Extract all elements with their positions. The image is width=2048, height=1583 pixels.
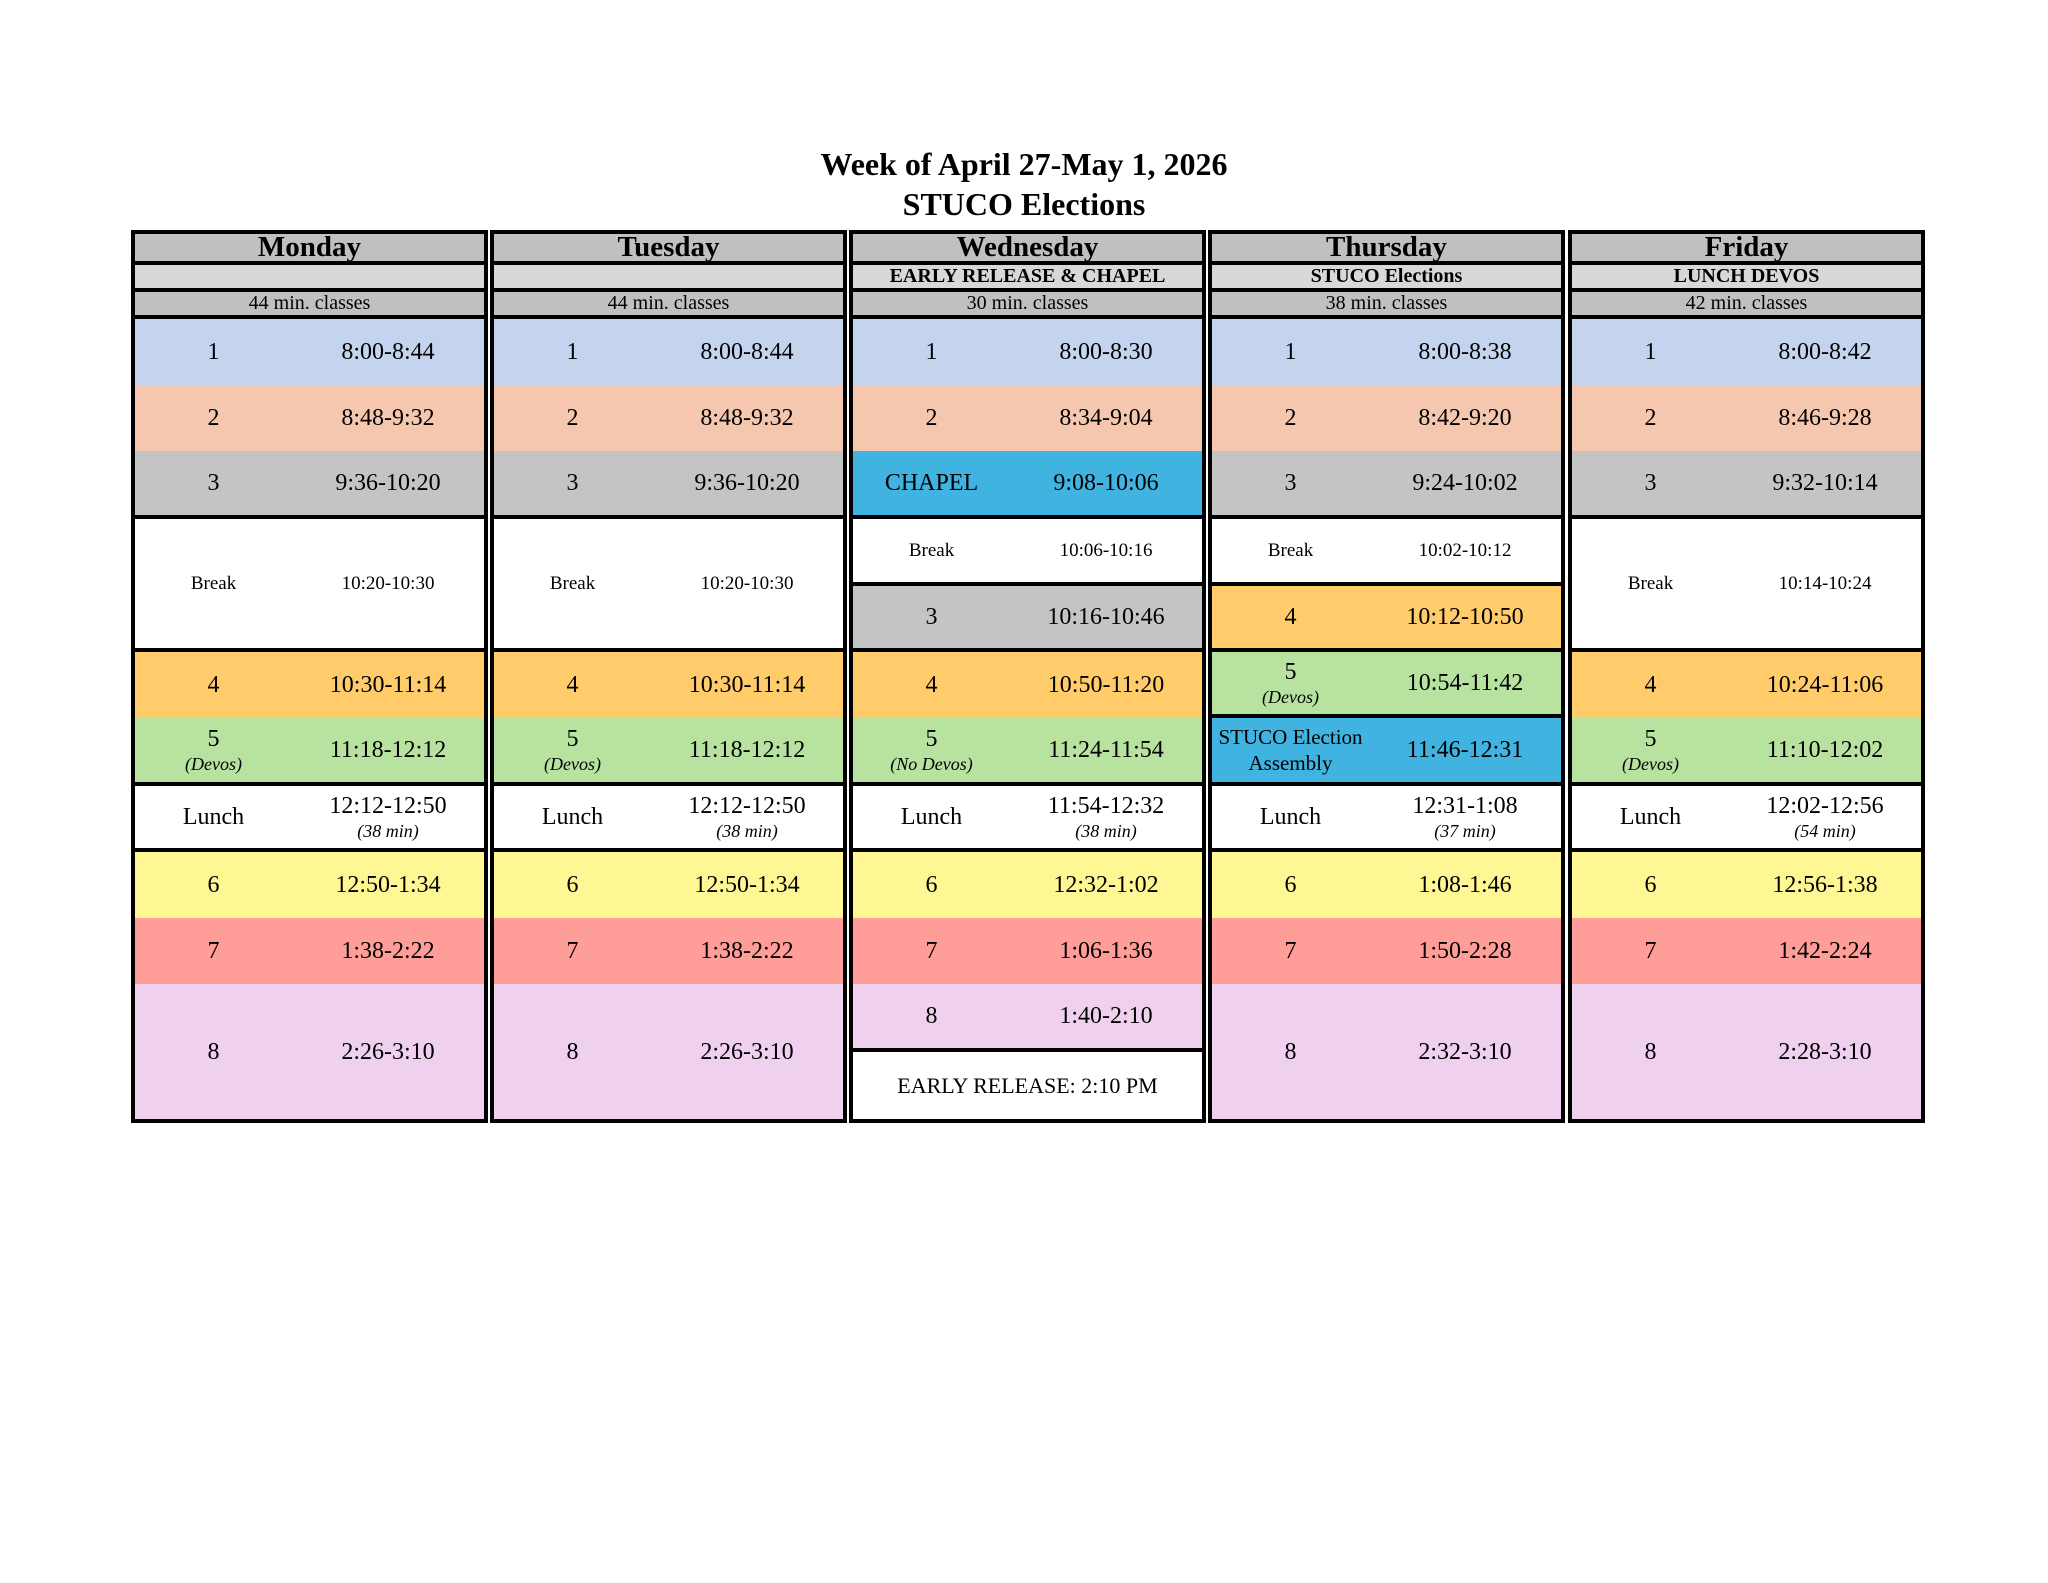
lunch-duration: (37 min): [1434, 821, 1496, 841]
period-row: [135, 652, 484, 718]
period-row: [135, 319, 484, 385]
chapel-row: [853, 451, 1202, 519]
period-row: [135, 451, 484, 519]
schedule-subtitle: STUCO Elections: [902, 186, 1146, 222]
periods-monday: [131, 315, 488, 1123]
period-time: 2:28-3:10: [1778, 1038, 1872, 1065]
period-row: [1212, 319, 1561, 385]
period-label: 5: [566, 726, 579, 752]
period-note: (Devos): [1262, 687, 1320, 707]
period-time: 10:02-10:12: [1418, 540, 1512, 561]
schedule-title: Week of April 27-May 1, 2026: [820, 146, 1228, 182]
period-row: [1212, 586, 1561, 652]
period-label: Break: [908, 540, 955, 561]
period-label: 5: [925, 726, 938, 752]
periods-friday: [1568, 315, 1925, 1123]
weekly-schedule-table: [131, 230, 1925, 1123]
class-length: 42 min. classes: [1572, 292, 1921, 315]
period-row: [1572, 918, 1921, 984]
period-row: [1572, 385, 1921, 451]
day-subtitle: [135, 265, 484, 288]
period-time: 8:48-9:32: [341, 405, 435, 431]
day-name: Tuesday: [494, 234, 843, 261]
period-row: [494, 319, 843, 385]
period-label: 1: [1284, 339, 1297, 365]
period-label: 2: [566, 405, 579, 431]
early-release-note: EARLY RELEASE: 2:10 PM: [897, 1072, 1158, 1098]
period-time: 11:18-12:12: [329, 737, 447, 763]
period-row: [1572, 451, 1921, 519]
period-time: 12:12-12:50: [688, 793, 806, 819]
period-note: (Devos): [185, 754, 243, 774]
period-label: 7: [1644, 938, 1657, 964]
period-time: 9:36-10:20: [694, 470, 800, 496]
period-note: (No Devos): [890, 754, 973, 774]
period-label: Break: [190, 573, 237, 594]
day-column-wednesday: [849, 230, 1206, 1123]
period-time: 9:08-10:06: [1053, 470, 1159, 496]
period-time: 10:20-10:30: [700, 573, 794, 594]
lunch-duration: (54 min): [1794, 821, 1856, 841]
period-label: 2: [1284, 405, 1297, 431]
period-label: 3: [925, 604, 938, 630]
period-row: [135, 852, 484, 918]
day-header-thursday: [1208, 230, 1565, 265]
period-time: 8:42-9:20: [1418, 405, 1512, 431]
period-row: [1572, 984, 1921, 1119]
period-label: 4: [207, 672, 220, 698]
period-label: 5: [1284, 659, 1297, 685]
period-time: 10:06-10:16: [1059, 540, 1153, 561]
period-time: 12:50-1:34: [694, 872, 800, 898]
period-time: 8:00-8:30: [1059, 339, 1153, 365]
period-time: 11:54-12:32: [1047, 793, 1165, 819]
day-subtitle: STUCO Elections: [1212, 265, 1561, 288]
period-row: [853, 718, 1202, 786]
period-time: 12:31-1:08: [1412, 793, 1518, 819]
period-row: [1212, 918, 1561, 984]
period-time: 12:56-1:38: [1772, 872, 1878, 898]
period-label: 1: [925, 339, 938, 365]
period-label: 4: [1284, 604, 1297, 630]
period-label: 6: [207, 872, 220, 898]
period-row: [853, 984, 1202, 1052]
day-column-thursday: [1208, 230, 1565, 1123]
period-time: 11:24-11:54: [1048, 737, 1164, 763]
period-time: 12:02-12:56: [1766, 793, 1884, 819]
period-time: 8:34-9:04: [1059, 405, 1153, 431]
period-row: [1212, 385, 1561, 451]
period-time: 12:32-1:02: [1053, 872, 1159, 898]
lunch-duration: (38 min): [716, 821, 778, 841]
period-time: 1:40-2:10: [1059, 1003, 1153, 1029]
period-time: 1:38-2:22: [700, 938, 794, 964]
lunch-row: [1572, 786, 1921, 852]
class-length: 38 min. classes: [1212, 292, 1561, 315]
period-time: 11:10-12:02: [1766, 737, 1884, 763]
period-label: Break: [1267, 540, 1314, 561]
day-subtitle: [494, 265, 843, 288]
period-row: [1572, 652, 1921, 718]
periods-thursday: [1208, 315, 1565, 1123]
day-name: Monday: [135, 234, 484, 261]
period-row: [1212, 852, 1561, 918]
period-row: [853, 918, 1202, 984]
period-row: [853, 586, 1202, 652]
period-label: Lunch: [1619, 804, 1682, 830]
period-row: [1212, 984, 1561, 1119]
break-row: [135, 519, 484, 652]
period-time: 11:18-12:12: [688, 737, 806, 763]
break-row: [853, 519, 1202, 586]
day-header-wednesday: [849, 230, 1206, 265]
period-label: 7: [1284, 938, 1297, 964]
period-label: 8: [207, 1038, 220, 1065]
period-time: 10:24-11:06: [1766, 672, 1884, 698]
early-release-row: [853, 1052, 1202, 1119]
period-row: [853, 319, 1202, 385]
break-row: [1212, 519, 1561, 586]
period-label: 1: [207, 339, 220, 365]
period-note: (Devos): [544, 754, 602, 774]
period-time: 8:00-8:38: [1418, 339, 1512, 365]
period-label: 2: [207, 405, 220, 431]
period-row: [494, 918, 843, 984]
break-row: [494, 519, 843, 652]
period-label: Lunch: [1259, 804, 1322, 830]
period-label: 1: [1644, 339, 1657, 365]
period-row: [1212, 652, 1561, 718]
day-name: Friday: [1572, 234, 1921, 261]
period-row: [494, 852, 843, 918]
period-label: 2: [1644, 405, 1657, 431]
class-length: 30 min. classes: [853, 292, 1202, 315]
period-time: 9:36-10:20: [335, 470, 441, 496]
day-column-tuesday: [490, 230, 847, 1123]
period-row: [1572, 718, 1921, 786]
period-time: 8:46-9:28: [1778, 405, 1872, 431]
period-label: 3: [1644, 470, 1657, 496]
period-label: 4: [566, 672, 579, 698]
period-label: 7: [925, 938, 938, 964]
period-time: 10:14-10:24: [1778, 573, 1872, 594]
day-column-friday: [1568, 230, 1925, 1123]
day-column-monday: [131, 230, 488, 1123]
day-name: Wednesday: [853, 234, 1202, 261]
periods-wednesday: [849, 315, 1206, 1123]
period-time: 10:30-11:14: [688, 672, 806, 698]
period-row: [135, 718, 484, 786]
period-row: [494, 984, 843, 1119]
period-row: [494, 718, 843, 786]
period-label: 4: [1644, 672, 1657, 698]
period-time: 1:06-1:36: [1059, 938, 1153, 964]
period-label: 1: [566, 339, 579, 365]
period-row: [494, 451, 843, 519]
period-time: 1:42-2:24: [1778, 938, 1872, 964]
period-label: CHAPEL: [884, 470, 979, 496]
period-label: 7: [566, 938, 579, 964]
period-time: 12:50-1:34: [335, 872, 441, 898]
period-label: 6: [925, 872, 938, 898]
period-row: [135, 385, 484, 451]
day-name: Thursday: [1212, 234, 1561, 261]
period-label: Lunch: [900, 804, 963, 830]
period-time: 10:30-11:14: [329, 672, 447, 698]
period-time: 2:32-3:10: [1418, 1038, 1512, 1065]
lunch-row: [853, 786, 1202, 852]
period-time: 10:54-11:42: [1406, 670, 1524, 696]
period-label: 3: [1284, 470, 1297, 496]
class-length: 44 min. classes: [135, 292, 484, 315]
period-time: 8:00-8:44: [341, 339, 435, 365]
period-row: [135, 984, 484, 1119]
period-label: 3: [566, 470, 579, 496]
period-time: 10:16-10:46: [1047, 604, 1165, 630]
period-label: 2: [925, 405, 938, 431]
period-label: 8: [1644, 1038, 1657, 1065]
period-label: 6: [1284, 872, 1297, 898]
period-time: 12:12-12:50: [329, 793, 447, 819]
period-label: Lunch: [182, 804, 245, 830]
period-label: Lunch: [541, 804, 604, 830]
lunch-row: [1212, 786, 1561, 852]
period-row: [853, 652, 1202, 718]
period-label: 5: [1644, 726, 1657, 752]
period-note: (Devos): [1622, 754, 1680, 774]
period-label: Break: [1627, 573, 1674, 594]
period-row: [135, 918, 484, 984]
period-time: 2:26-3:10: [700, 1038, 794, 1065]
period-row: [494, 385, 843, 451]
lunch-duration: (38 min): [357, 821, 419, 841]
period-label: 7: [207, 938, 220, 964]
day-subtitle: LUNCH DEVOS: [1572, 265, 1921, 288]
period-time: 8:00-8:42: [1778, 339, 1872, 365]
period-label: 4: [925, 672, 938, 698]
period-time: 10:12-10:50: [1406, 604, 1524, 630]
period-label: 8: [925, 1003, 938, 1029]
period-time: 1:08-1:46: [1418, 872, 1512, 898]
lunch-row: [494, 786, 843, 852]
period-label: 8: [566, 1038, 579, 1065]
break-row: [1572, 519, 1921, 652]
lunch-row: [135, 786, 484, 852]
period-time: 2:26-3:10: [341, 1038, 435, 1065]
period-time: 10:50-11:20: [1047, 672, 1165, 698]
period-time: 9:24-10:02: [1412, 470, 1518, 496]
period-label: 3: [207, 470, 220, 496]
period-row: [853, 852, 1202, 918]
day-subtitle: EARLY RELEASE & CHAPEL: [853, 265, 1202, 288]
period-label: 6: [566, 872, 579, 898]
period-label: 8: [1284, 1038, 1297, 1065]
period-row: [853, 385, 1202, 451]
period-row: [1572, 852, 1921, 918]
period-row: [1212, 451, 1561, 519]
period-time: 1:50-2:28: [1418, 938, 1512, 964]
period-time: 8:48-9:32: [700, 405, 794, 431]
lunch-duration: (38 min): [1075, 821, 1137, 841]
period-time: 1:38-2:22: [341, 938, 435, 964]
period-time: 9:32-10:14: [1772, 470, 1878, 496]
class-length: 44 min. classes: [494, 292, 843, 315]
period-label: STUCO Election Assembly: [1218, 724, 1363, 775]
period-label: 5: [207, 726, 220, 752]
period-label: 6: [1644, 872, 1657, 898]
period-time: 10:20-10:30: [341, 573, 435, 594]
day-header-monday: [131, 230, 488, 265]
day-header-tuesday: [490, 230, 847, 265]
period-time: 8:00-8:44: [700, 339, 794, 365]
period-time: 11:46-12:31: [1406, 737, 1524, 763]
period-label: Break: [549, 573, 596, 594]
assembly-row: [1212, 718, 1561, 786]
period-row: [494, 652, 843, 718]
periods-tuesday: [490, 315, 847, 1123]
period-row: [1572, 319, 1921, 385]
day-header-friday: [1568, 230, 1925, 265]
